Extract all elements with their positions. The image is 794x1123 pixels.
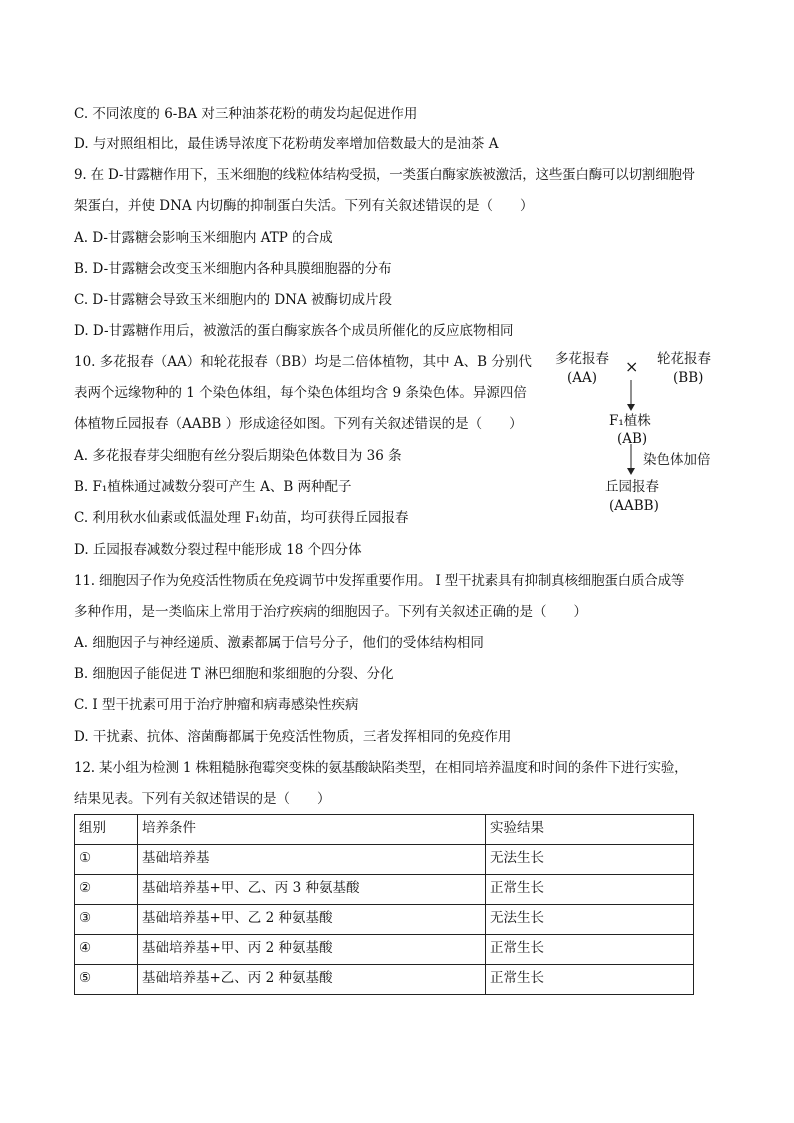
parent2-name: 轮花报春 bbox=[657, 351, 711, 367]
cross-symbol: × bbox=[625, 357, 639, 376]
option-b-q10: B. F₁植株通过减数分裂可产生 A、B 两种配子 bbox=[74, 479, 352, 495]
cell-condition: 基础培养基+甲、乙、丙 3 种氨基酸 bbox=[138, 875, 486, 905]
table-row bbox=[75, 935, 694, 965]
option-a-q11: A. 细胞因子与神经递质、激素都属于信号分子，他们的受体结构相同 bbox=[74, 635, 484, 651]
parent1-genotype: (AA) bbox=[567, 370, 598, 386]
header-group: 组别 bbox=[75, 815, 138, 845]
option-a-q9: A. D-甘露糖会影响玉米细胞内 ATP 的合成 bbox=[74, 230, 333, 246]
question-10-stem-line2: 表两个远缘物种的 1 个染色体组，每个染色体组均含 9 条染色体。异源四倍 bbox=[74, 385, 527, 401]
hybridization-diagram bbox=[545, 348, 745, 518]
experiment-table bbox=[74, 814, 694, 995]
cell-condition: 基础培养基 bbox=[138, 845, 486, 875]
cell-condition: 基础培养基+甲、丙 2 种氨基酸 bbox=[138, 935, 486, 965]
cell-condition: 基础培养基+乙、丙 2 种氨基酸 bbox=[138, 965, 486, 995]
question-12-stem-line2: 结果见表。下列有关叙述错误的是（ ） bbox=[74, 791, 331, 807]
result-genotype: (AABB) bbox=[609, 498, 659, 514]
header-condition: 培养条件 bbox=[138, 815, 486, 845]
parent1-name: 多花报春 bbox=[555, 351, 609, 367]
option-d-q11: D. 干扰素、抗体、溶菌酶都属于免疫活性物质，三者发挥相同的免疫作用 bbox=[74, 729, 512, 745]
table-row bbox=[75, 965, 694, 995]
cell-group: ④ bbox=[75, 935, 138, 965]
option-c-q9: C. D-甘露糖会导致玉米细胞内的 DNA 被酶切成片段 bbox=[74, 292, 393, 308]
cell-group: ③ bbox=[75, 905, 138, 935]
cell-result: 无法生长 bbox=[486, 905, 694, 935]
question-9-stem-line2: 架蛋白，并使 DNA 内切酶的抑制蛋白失活。下列有关叙述错误的是（ ） bbox=[74, 198, 534, 214]
cell-condition: 基础培养基+甲、乙 2 种氨基酸 bbox=[138, 905, 486, 935]
option-c-q8: C. 不同浓度的 6-BA 对三种油茶花粉的萌发均起促进作用 bbox=[74, 106, 418, 122]
cell-result: 正常生长 bbox=[486, 935, 694, 965]
option-b-q11: B. 细胞因子能促进 T 淋巴细胞和浆细胞的分裂、分化 bbox=[74, 666, 394, 682]
cell-result: 无法生长 bbox=[486, 845, 694, 875]
cell-group: ⑤ bbox=[75, 965, 138, 995]
cell-result: 正常生长 bbox=[486, 965, 694, 995]
table-row bbox=[75, 905, 694, 935]
option-a-q10: A. 多花报春芽尖细胞有丝分裂后期染色体数目为 36 条 bbox=[74, 448, 402, 464]
option-d-q10: D. 丘园报春减数分裂过程中能形成 18 个四分体 bbox=[74, 542, 362, 558]
option-c-q10: C. 利用秋水仙素或低温处理 F₁幼苗，均可获得丘园报春 bbox=[74, 510, 409, 526]
chromosome-doubling-label: 染色体加倍 bbox=[643, 452, 711, 468]
option-d-q8: D. 与对照组相比，最佳诱导浓度下花粉萌发率增加倍数最大的是油茶 A bbox=[74, 136, 499, 152]
option-d-q9: D. D-甘露糖作用后，被激活的蛋白酶家族各个成员所催化的反应底物相同 bbox=[74, 323, 514, 339]
question-9-stem-line1: 9. 在 D-甘露糖作用下，玉米细胞的线粒体结构受损，一类蛋白酶家族被激活，这些蛋白酶可以切割细胞骨 bbox=[74, 167, 696, 183]
cell-result: 正常生长 bbox=[486, 875, 694, 905]
f1-genotype: (AB) bbox=[617, 431, 648, 447]
table-header-row bbox=[75, 815, 694, 845]
f1-name: F₁植株 bbox=[609, 413, 651, 429]
question-12-stem-line1: 12. 某小组为检测 1 株粗糙脉孢霉突变株的氨基酸缺陷类型，在相同培养温度和时间的条件下进行实验， bbox=[74, 760, 688, 776]
question-10-stem-line1: 10. 多花报春（AA）和轮花报春（BB）均是二倍体植物，其中 A、B 分别代 bbox=[74, 354, 532, 370]
table-row bbox=[75, 845, 694, 875]
question-11-stem-line2: 多种作用，是一类临床上常用于治疗疾病的细胞因子。下列有关叙述正确的是（ ） bbox=[74, 604, 587, 620]
parent2-genotype: (BB) bbox=[673, 370, 704, 386]
header-result: 实验结果 bbox=[486, 815, 694, 845]
question-11-stem-line1: 11. 细胞因子作为免疫活性物质在免疫调节中发挥重要作用。 I 型干扰素具有抑制真核细胞蛋白质合成等 bbox=[74, 573, 685, 589]
result-name: 丘园报春 bbox=[605, 479, 659, 495]
question-10-stem-line3: 体植物丘园报春（AABB ）形成途径如图。下列有关叙述错误的是（ ） bbox=[74, 416, 523, 432]
option-c-q11: C. I 型干扰素可用于治疗肿瘤和病毒感染性疾病 bbox=[74, 697, 359, 713]
option-b-q9: B. D-甘露糖会改变玉米细胞内各种具膜细胞器的分布 bbox=[74, 261, 392, 277]
cell-group: ① bbox=[75, 845, 138, 875]
table-row bbox=[75, 875, 694, 905]
cell-group: ② bbox=[75, 875, 138, 905]
